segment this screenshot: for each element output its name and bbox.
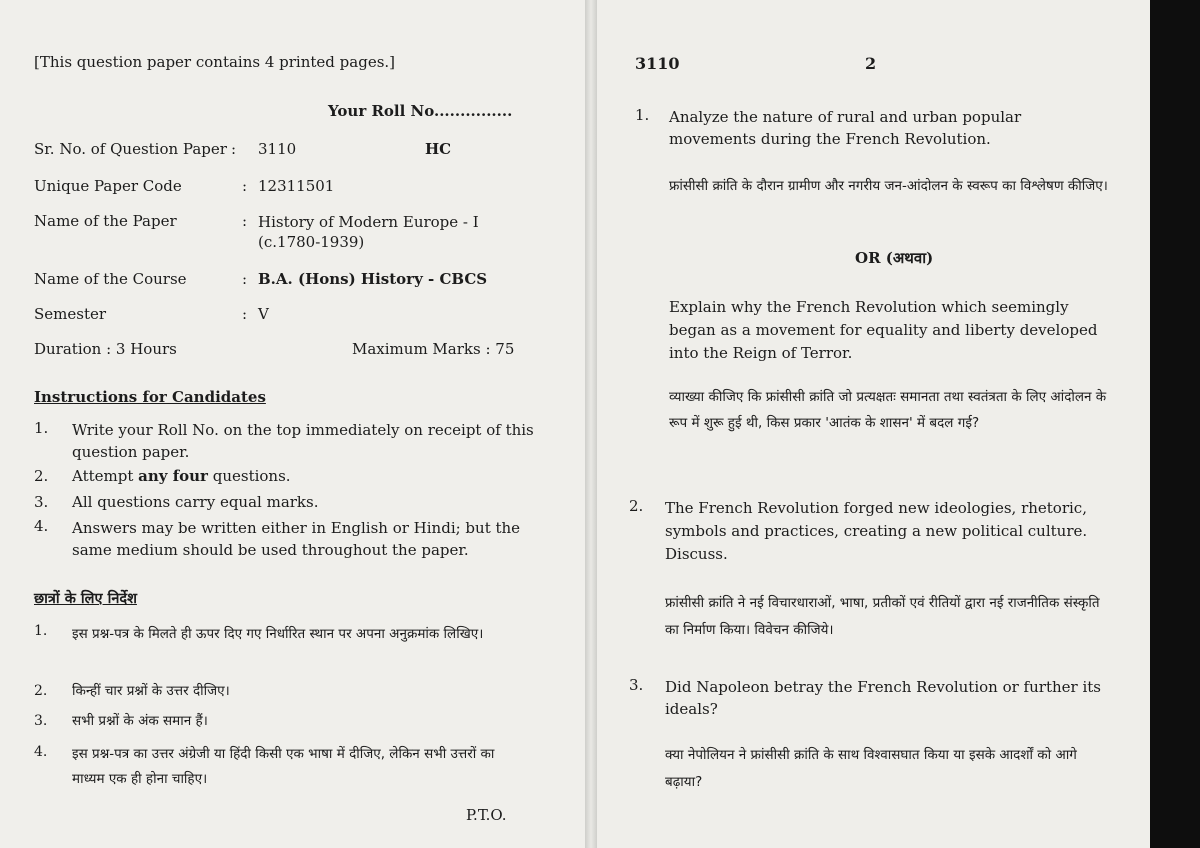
question-2-hindi: फ्रांसीसी क्रांति ने नई विचारधाराओं, भाषा, प्रतीकों एवं रीतियों द्वारा नई राजनीतिक संस्कृति का निर्माण किया। विवेचन कीजिये।: [665, 595, 1100, 638]
instruction-item: All questions carry equal marks.: [72, 493, 319, 511]
question-2-english: The French Revolution forged new ideologies, rhetoric, symbols and practices, creating a new political culture. Discuss.: [665, 499, 1088, 563]
page-gutter: [585, 0, 597, 848]
instruction-item: Answers may be written either in English or Hindi; but the same medium should be used throughout the paper.: [72, 519, 521, 559]
scan-edge: [1150, 0, 1200, 848]
instruction-number: 2.: [34, 467, 49, 485]
hindi-instruction-number: 1.: [34, 623, 48, 639]
question-number: 2.: [629, 497, 644, 515]
instruction-text: questions.: [207, 467, 291, 485]
question-3-english: Did Napoleon betray the French Revolution or further its ideals?: [665, 678, 1101, 718]
hindi-instruction-number: 3.: [34, 713, 48, 729]
paper-number: 3110: [635, 54, 680, 73]
hindi-instruction-item: सभी प्रश्नों के अंक समान हैं।: [72, 713, 208, 729]
course-label: Name of the Course: [34, 270, 187, 288]
instruction-number: 1.: [34, 419, 49, 437]
hindi-instruction-number: 2.: [34, 683, 48, 699]
instruction-item: Write your Roll No. on the top immediately on receipt of this question paper.: [72, 421, 534, 461]
instruction-item: [72, 467, 291, 485]
question-3-hindi: क्या नेपोलियन ने फ्रांसीसी क्रांति के साथ विश्वासघात किया या इसके आदर्शों को आगे बढ़ाया?: [665, 747, 1077, 790]
instruction-number: 3.: [34, 493, 49, 511]
hindi-instruction-number: 4.: [34, 744, 48, 760]
semester-colon: :: [242, 305, 248, 323]
sr-no-colon: :: [231, 140, 237, 158]
paper-name-colon: :: [242, 212, 248, 230]
maximum-marks: Maximum Marks : 75: [352, 340, 515, 358]
hindi-instruction-item: इस प्रश्न-पत्र के मिलते ही ऊपर दिए गए निर्धारित स्थान पर अपना अनुक्रमांक लिखिए।: [72, 626, 484, 642]
pto-mark: P.T.O.: [466, 806, 507, 824]
instruction-text: Attempt: [72, 467, 139, 485]
question-1-english: Analyze the nature of rural and urban popular movements during the French Revolution.: [669, 108, 1022, 148]
instruction-emphasis: any four: [138, 467, 208, 485]
instruction-number: 4.: [34, 517, 49, 535]
question-number: 1.: [635, 106, 650, 124]
question-1-hindi: फ्रांसीसी क्रांति के दौरान ग्रामीण और नगरीय जन-आंदोलन के स्वरूप का विश्लेषण कीजिए।: [669, 178, 1108, 194]
semester-value: V: [258, 305, 269, 323]
hindi-instruction-item: किन्हीं चार प्रश्नों के उत्तर दीजिए।: [72, 683, 230, 699]
right-page: [597, 0, 1150, 848]
course-value: B.A. (Hons) History - CBCS: [258, 270, 488, 288]
duration: Duration : 3 Hours: [34, 340, 177, 358]
question-1-alt-hindi: व्याख्या कीजिए कि फ्रांसीसी क्रांति जो प्रत्यक्षतः समानता तथा स्वतंत्रता के लिए आंदोलन के रूप में शुरू हुई थी, किस प्रकार 'आतंक के शासन' में बदल गई?: [669, 389, 1107, 431]
sr-no-label: Sr. No. of Question Paper: [34, 140, 227, 158]
paper-code-colon: :: [242, 177, 248, 195]
left-page: [0, 0, 585, 848]
sr-no-value: 3110: [258, 140, 297, 158]
roll-number-label: Your Roll No...............: [328, 102, 513, 120]
hindi-instruction-item: इस प्रश्न-पत्र का उत्तर अंग्रेजी या हिंदी किसी एक भाषा में दीजिए, लेकिन सभी उत्तरों का माध्यम एक ही होना चाहिए।: [72, 746, 495, 787]
instructions-heading: Instructions for Candidates: [34, 388, 266, 406]
semester-label: Semester: [34, 305, 107, 323]
question-1-alt-english: Explain why the French Revolution which seemingly began as a movement for equality and liberty developed into the Reign of Terror.: [669, 298, 1098, 362]
paper-code-label: Unique Paper Code: [34, 177, 182, 195]
question-number: 3.: [629, 676, 644, 694]
course-colon: :: [242, 270, 248, 288]
hindi-instructions-heading: छात्रों के लिए निर्देश: [34, 591, 137, 607]
paper-code-value: 12311501: [258, 177, 335, 195]
paper-name-value: History of Modern Europe - I (c.1780-1939): [258, 213, 479, 251]
page-number: 2: [865, 54, 877, 73]
paper-name-label: Name of the Paper: [34, 212, 177, 230]
hc-mark: HC: [425, 140, 452, 158]
page-count-note: [This question paper contains 4 printed pages.]: [34, 53, 396, 71]
or-separator: OR (अथवा): [855, 249, 934, 267]
